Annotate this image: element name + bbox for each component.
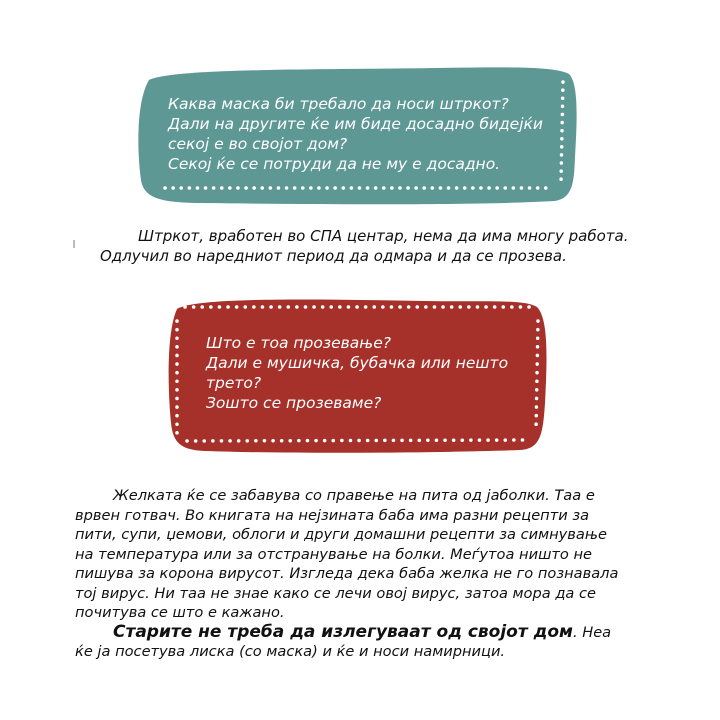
- paragraph2-emphasis-line: [75, 623, 618, 643]
- paragraph-stork: [100, 226, 628, 266]
- margin-mark: [73, 240, 75, 248]
- red-line-2: Дали е мушичка, бубачка или нешто: [206, 354, 509, 372]
- teal-line-1: Каква маска би требало да носи штркот?: [168, 95, 509, 113]
- paragraph2-line-6: тој вирус. Ни таа не знае како се лечи овој вирус, затоа мора да се: [75, 584, 596, 602]
- red-line-4: Зошто се прозеваме?: [206, 394, 382, 412]
- paragraph1-line-1: Штркот, вработен во СПА центар, нема да има многу работа.: [138, 227, 629, 245]
- paragraph2-line-3: пити, супи, џемови, облоги и други домашни рецепти за симнување: [75, 526, 607, 543]
- paragraph2-line-7: почитува се што е кажано.: [75, 604, 285, 621]
- red-speech-bubble: [165, 293, 550, 455]
- paragraph2-last-line: ќе ја посетува лиска (со маска) и ќе и носи намирници.: [75, 643, 506, 660]
- teal-line-4: Секој ќе се потруди да не му е досадно.: [168, 155, 501, 173]
- teal-line-2: Дали на другите ќе им биде досадно бидејќи: [168, 115, 543, 133]
- paragraph2-line-5: пишува за корона вирусот. Изгледа дека баба желка не го познавала: [75, 565, 619, 582]
- red-line-1: Што е тоа прозевање?: [206, 334, 391, 352]
- teal-bubble-text: [168, 94, 543, 174]
- after-emphasis-text: . Неа: [572, 623, 612, 641]
- paragraph1-line-2: Одлучил во наредниот период да одмара и да се прозева.: [100, 247, 567, 265]
- paragraph2-line-2: врвен готвач. Во книгата на нејзината баба има разни рецепти за: [75, 506, 590, 524]
- paragraph2-line-4: на температура или за отстранување на болки. Меѓутоа ништо не: [75, 545, 593, 563]
- red-bubble-text: [206, 333, 508, 413]
- red-line-3: трето?: [206, 374, 262, 392]
- teal-line-3: секој е во својот дом?: [168, 135, 348, 153]
- paragraph-turtle: [75, 486, 618, 662]
- emphasis-text: Старите не треба да излегуваат од својот дом: [113, 621, 573, 642]
- teal-speech-bubble: [135, 62, 580, 207]
- paragraph2-line-1: Желката ќе се забавува со правење на пита од јаболки. Таа е: [113, 487, 595, 504]
